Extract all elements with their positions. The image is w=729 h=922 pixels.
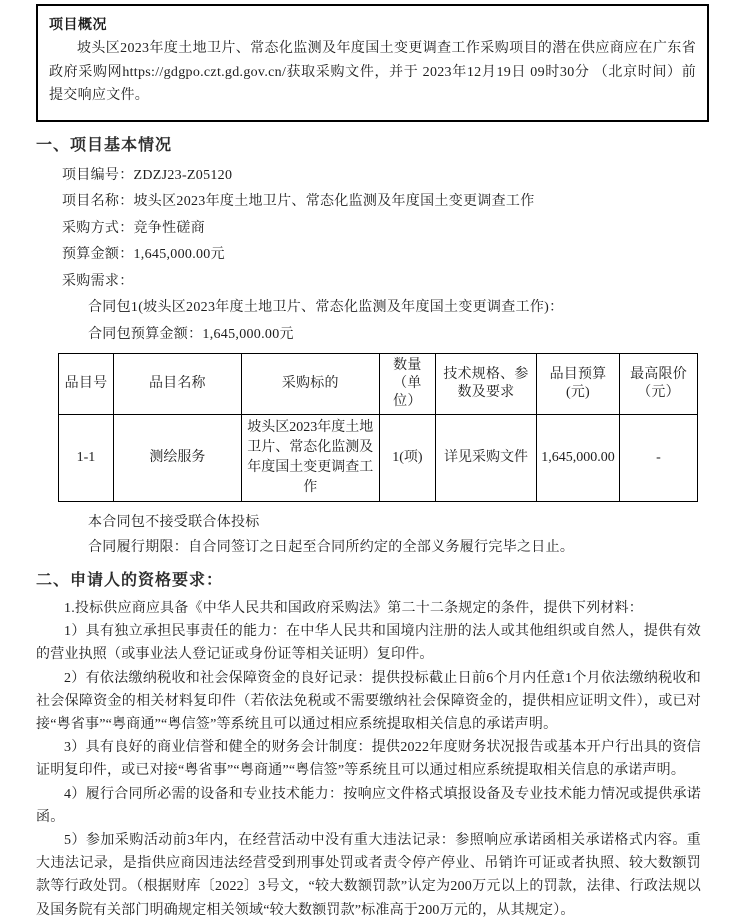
note-performance-period: 合同履行期限：自合同签订之日起至合同所约定的全部义务履行完毕之日止。 [88,540,575,555]
field-project-name [62,189,701,216]
field-budget-amount [62,242,701,269]
note-no-consortium: 本合同包不接受联合体投标 [88,515,260,530]
field-value: 1,645,000.00元 [133,247,225,262]
cell-procurement-subject: 坡头区2023年度土地卫片、常态化监测及年度国土变更调查工作 [241,415,379,502]
table-row [59,415,698,502]
table-header-row [59,354,698,415]
header-procurement-subject: 采购标的 [241,354,379,415]
contract-package-line: 合同包1(坡头区2023年度土地卫片、常态化监测及年度国土变更调查工作)： [88,300,564,315]
overview-title: 项目概况 [49,18,107,33]
contract-package-budget: 合同包预算金额：1,645,000.00元 [88,326,294,342]
project-basic-fields [62,163,701,296]
overview-body: 坡头区2023年度土地卫片、常态化监测及年度国土变更调查工作采购项目的潜在供应商应在广东省政府采购网https://gdgpo.czt.gd.gov.cn/获取采购文件，并于 2023年12月19日 09时30分 （北京时间）前提交响应文件。 [49,41,696,103]
section-1-heading: 一、项目基本情况 [36,136,173,154]
header-item-no: 品目号 [59,354,114,415]
qualification-paragraph-5: 5）参加采购活动前3年内，在经营活动中没有重大违法记录：参照响应承诺函相关承诺格式内容。重大违法记录，是指供应商因违法经营受到刑事处罚或者责令停产停业、吊销许可证或者执照、较大数额罚款等行政处罚。（根据财库〔2022〕3号文，“较大数额罚款”认定为200万元以上的罚款，法律、行政法规以及国务院有关部门明确规定相关领域“较大数额罚款”标准高于200万元的，从其规定）。 [36,833,701,918]
cell-tech-specs: 详见采购文件 [435,415,536,502]
field-project-number [62,163,701,190]
qualification-requirements [36,597,701,922]
header-item-name: 品目名称 [113,354,241,415]
qualification-paragraph-intro: 1.投标供应商应具备《中华人民共和国政府采购法》第二十二条规定的条件，提供下列材料： [64,601,643,616]
header-tech-specs: 技术规格、参数及要求 [435,354,536,415]
field-value: ZDZJ23-Z05120 [133,167,233,183]
project-overview-box [36,4,709,122]
cell-item-no: 1-1 [59,415,114,502]
field-label: 采购方式： [62,220,134,236]
field-value: 坡头区2023年度土地卫片、常态化监测及年度国土变更调查工作 [133,194,535,209]
field-label: 预算金额： [62,247,134,262]
procurement-items-table [58,353,698,502]
header-quantity-unit: 数量（单位） [379,354,435,415]
field-label: 项目编号： [62,167,134,183]
qualification-paragraph-2: 2）有依法缴纳税收和社会保障资金的良好记录：提供投标截止日前6个月内任意1个月依法缴纳税收和社会保障资金的相关材料复印件（若依法免税或不需要缴纳社会保障资金的，提供相应证明文件），或已对接“粤省事”“粤商通”“粤信签”等系统且可以通过相应系统提取相关信息的承诺声明。 [36,670,701,733]
field-label: 采购需求： [62,273,134,289]
field-procurement-demand [62,269,701,296]
qualification-paragraph-4: 4）履行合同所必需的设备和专业技术能力：按响应文件格式填报设备及专业技术能力情况或提供承诺函。 [36,786,701,825]
qualification-paragraph-3: 3）具有良好的商业信誉和健全的财务会计制度：提供2022年度财务状况报告或基本开户行出具的资信证明复印件，或已对接“粤省事”“粤商通”“粤信签”等系统且可以通过相应系统提取相关信息的承诺声明。 [36,740,701,779]
field-label: 项目名称： [62,194,134,209]
header-max-price: 最高限价（元） [620,354,698,415]
field-procurement-method [62,216,701,243]
header-item-budget: 品目预算(元) [536,354,619,415]
qualification-paragraph-1: 1）具有独立承担民事责任的能力：在中华人民共和国境内注册的法人或其他组织或自然人，提供有效的营业执照（或事业法人登记证或身份证等相关证明）复印件。 [36,624,701,663]
cell-quantity-unit: 1(项) [379,415,435,502]
cell-item-budget: 1,645,000.00 [536,415,619,502]
cell-max-price: - [620,415,698,502]
cell-item-name: 测绘服务 [113,415,241,502]
field-value: 竞争性磋商 [133,220,205,236]
section-2-heading: 二、申请人的资格要求： [36,572,224,589]
contract-notes [88,510,701,560]
